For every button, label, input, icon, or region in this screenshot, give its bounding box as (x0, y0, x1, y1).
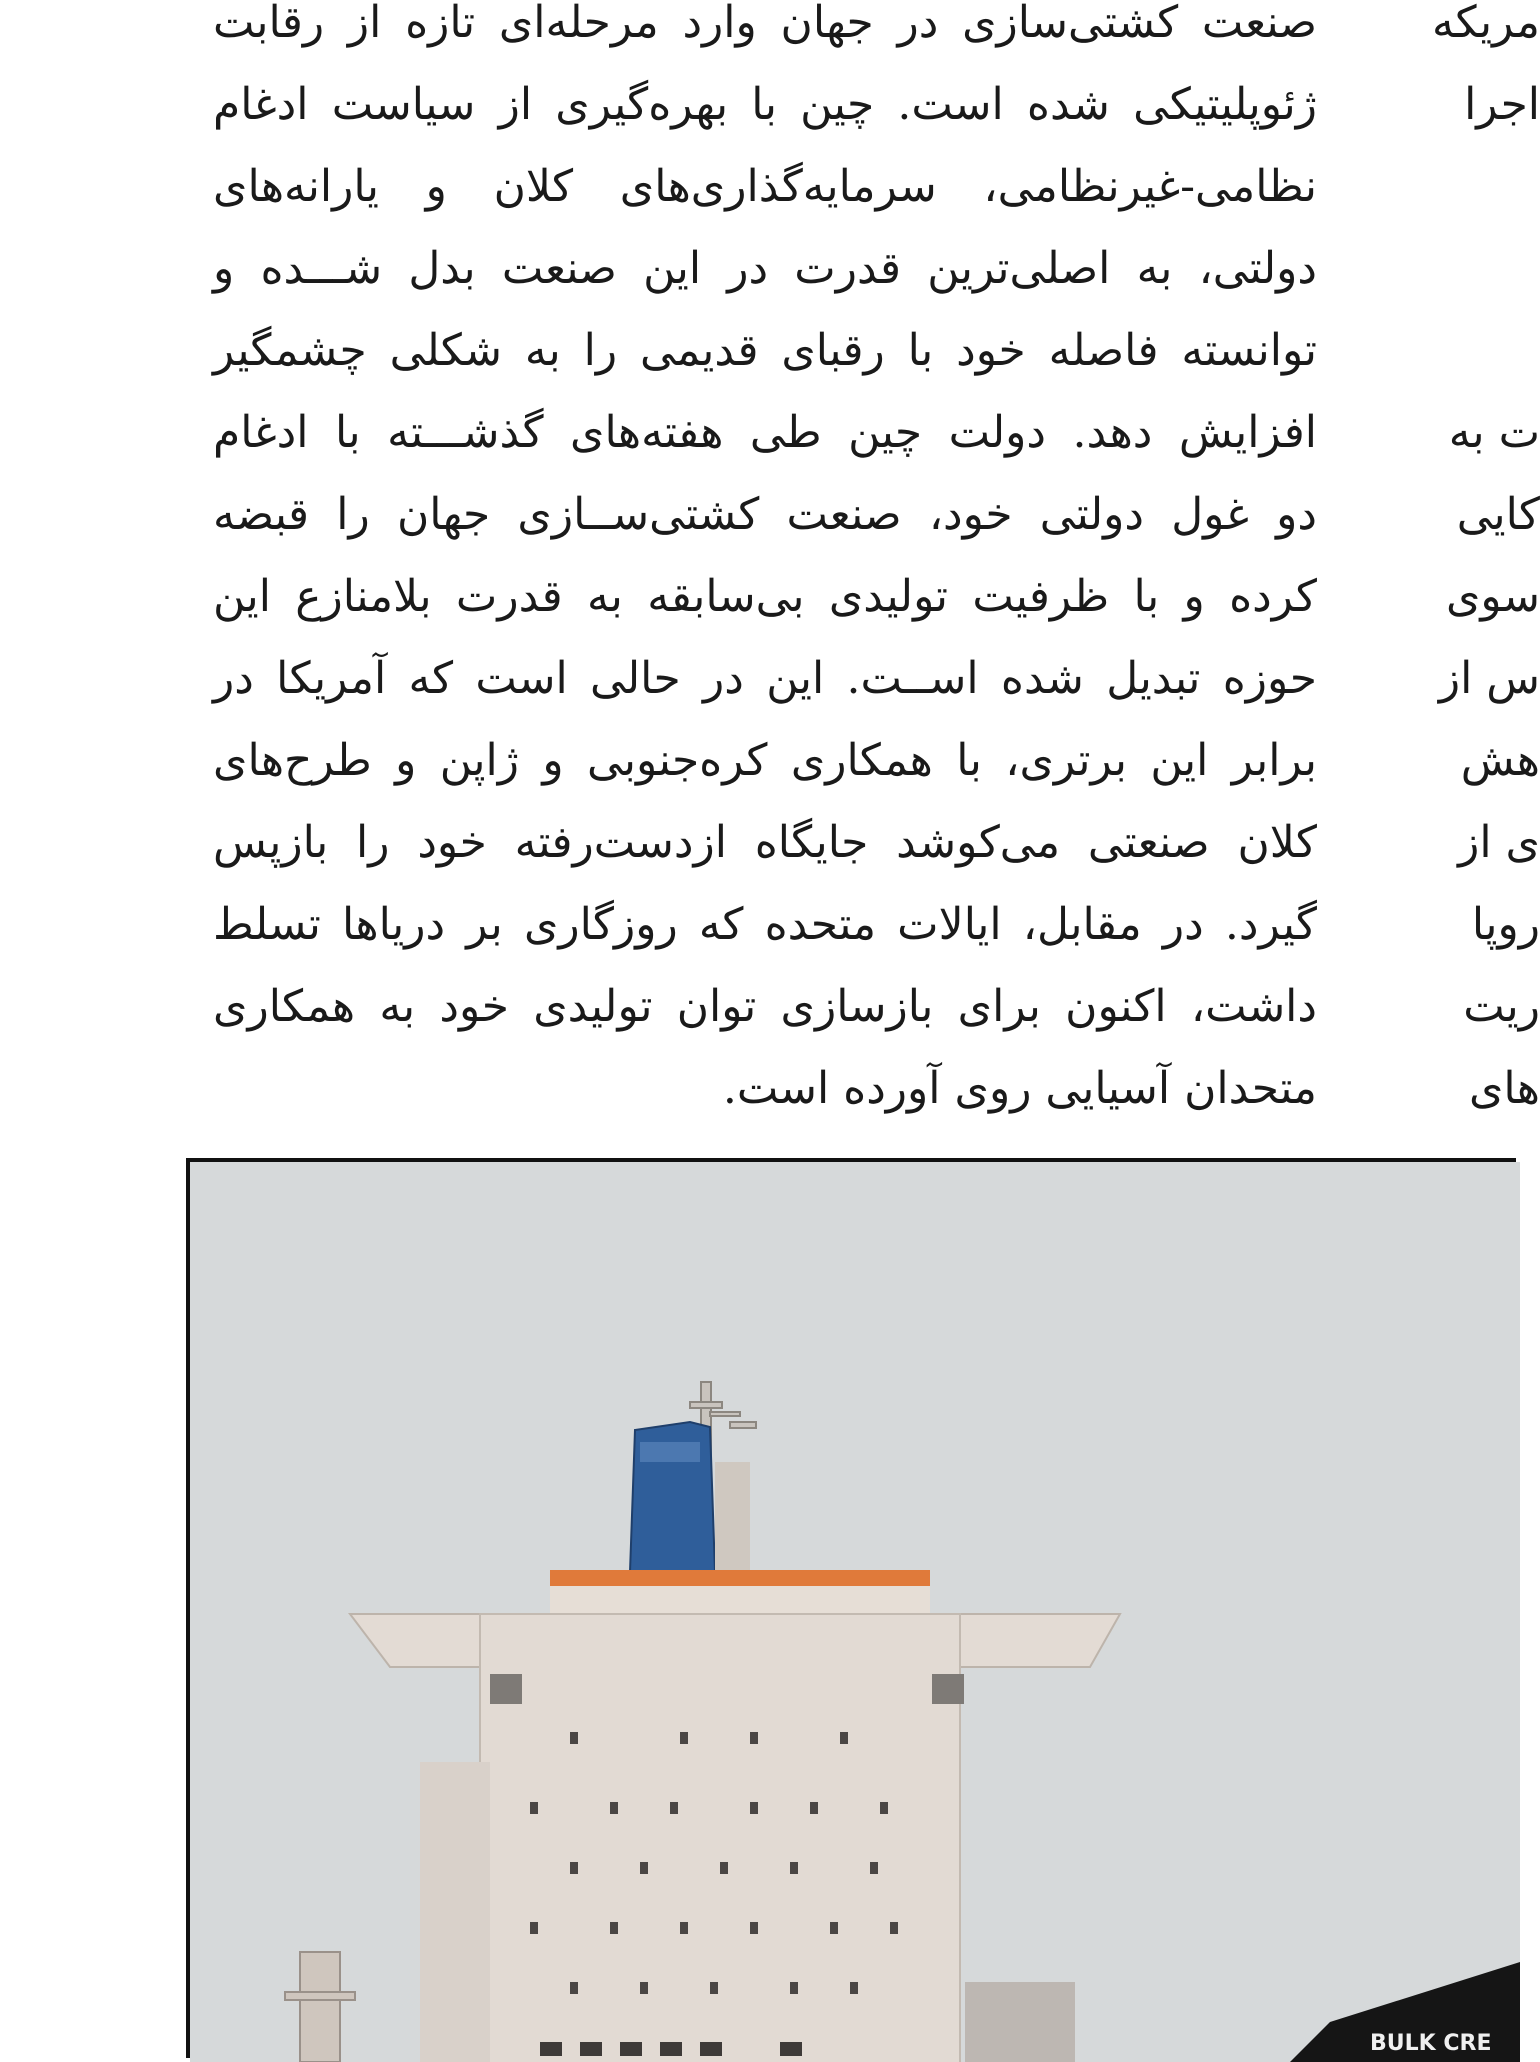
article-line: متحدان آسیایی روی آورده است. (722, 1063, 1317, 1114)
funnel-band (640, 1442, 700, 1462)
superstructure-side (420, 1762, 490, 2062)
article-line: توانسته فاصله خود با رقبای قدیمی را به شکلی چشمگیر (213, 325, 1317, 376)
funnel-casing (715, 1462, 750, 1572)
column-fragment: س از (1438, 653, 1540, 704)
column-fragment: سوی (1445, 571, 1540, 622)
article-line: صنعت کشتی‌سازی در جهان وارد مرحله‌ای تازه از رقابت (213, 0, 1317, 48)
cargo-ship-photo (186, 1158, 1516, 2058)
article-line: گیرد. در مقابل، ایالات متحده که روزگاری بر دریاها تسلط (213, 899, 1317, 950)
article-line: افزایش دهد. دولت چین طی هفته‌های گذشـــته با ادغام (213, 407, 1317, 458)
article-line: دو غول دولتی خود، صنعت کشتی‌ســازی جهان را قبضه (213, 489, 1317, 540)
article-body (213, 0, 1317, 1114)
column-fragment: های (1468, 1063, 1540, 1114)
column-fragment: ی از (1458, 817, 1540, 868)
superstructure (480, 1614, 960, 2062)
article-line: نظامی-غیرنظامی، سرمایه‌گذاری‌های کلان و یارانه‌های (213, 161, 1317, 212)
article-line: برابر این برتری، با همکاری کره‌جنوبی و ژاپن و طرح‌های (213, 735, 1317, 786)
article-line: ژئوپلیتیکی شده است. چین با بهره‌گیری از سیاست ادغام (213, 79, 1317, 130)
adjacent-column-fragment (1410, 0, 1540, 1114)
column-fragment: هش (1460, 735, 1540, 786)
bridge-rail (550, 1570, 930, 1586)
column-fragment: ت به (1448, 407, 1540, 458)
article-line: حوزه تبدیل شده اســت. این در حالی است که آمریکا در (213, 653, 1317, 704)
bridge-deck (550, 1586, 930, 1616)
deck-machinery (965, 1982, 1075, 2062)
article-line: داشت، اکنون برای بازسازی توان تولیدی خود به همکاری (213, 981, 1317, 1032)
column-fragment: روپا (1471, 899, 1540, 950)
cargo-ship-illustration (190, 1162, 1520, 2062)
article-line: دولتی، به اصلی‌ترین قدرت در این صنعت بدل شـــده و (213, 243, 1317, 294)
hull-lettering: BULK CRE (1370, 2031, 1492, 2056)
article-line: کلان صنعتی می‌کوشد جایگاه ازدست‌رفته خود را بازپس (213, 817, 1317, 868)
column-fragment: ریت (1463, 981, 1540, 1032)
column-fragment: اجرا (1464, 79, 1540, 130)
column-fragment: مریکه (1432, 0, 1540, 48)
article-line: کرده و با ظرفیت تولیدی بی‌سابقه به قدرت بلامنازع این (213, 571, 1317, 622)
column-fragment: کایی (1456, 489, 1540, 540)
